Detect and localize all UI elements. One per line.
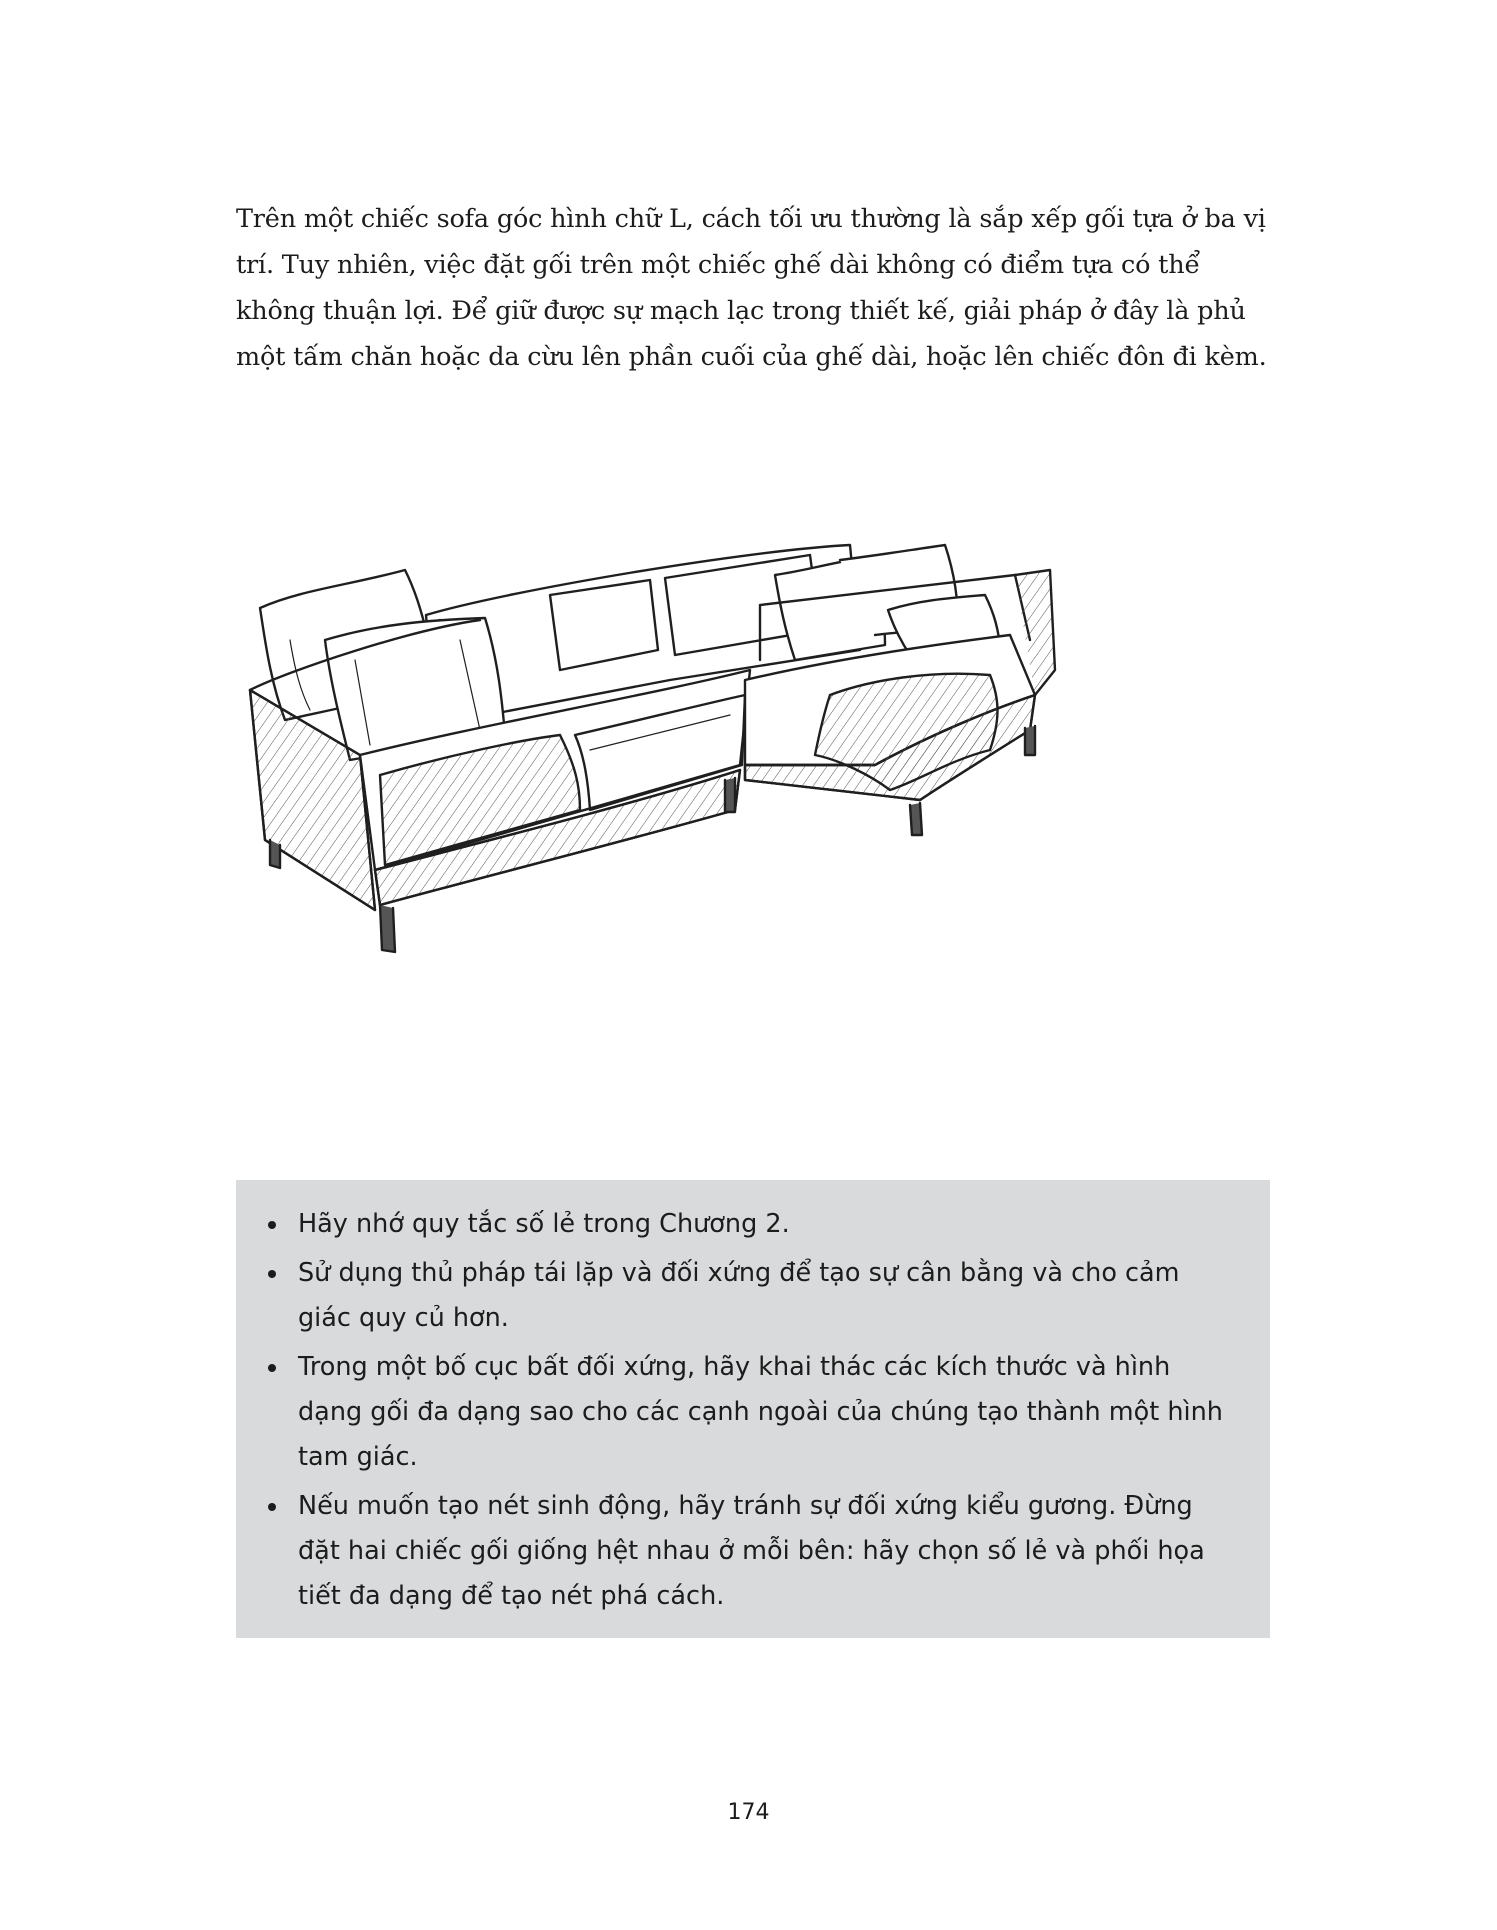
bullet-icon [268,1221,276,1229]
tip-item [266,1202,1240,1247]
page-number: 174 [727,1800,770,1825]
tips-box [236,1180,1270,1638]
tip-item [266,1251,1240,1341]
intro-paragraph: Trên một chiếc sofa góc hình chữ L, cách tối ưu thường là sắp xếp gối tựa ở ba vị trí. Tuy nhiên, việc đặt gối trên một chiếc ghế dài không có điểm tựa có thể không thuận lợi. Để giữ được sự mạch lạc trong thiết kế, giải pháp ở đây là phủ một tấm chăn hoặc da cừu lên phần cuối của ghế dài, hoặc lên chiếc đôn đi kèm. [236,204,1267,372]
tip-item [266,1345,1240,1480]
tip-text: Sử dụng thủ pháp tái lặp và đối xứng để tạo sự cân bằng và cho cảm giác quy củ hơn. [298,1258,1180,1333]
tips-list [266,1202,1240,1619]
bullet-icon [268,1503,276,1511]
tip-text: Hãy nhớ quy tắc số lẻ trong Chương 2. [298,1209,790,1239]
tip-text: Trong một bố cục bất đối xứng, hãy khai thác các kích thước và hình dạng gối đa dạng sao cho các cạnh ngoài của chúng tạo thành một hình tam giác. [298,1352,1223,1472]
bullet-icon [268,1364,276,1372]
bullet-icon [268,1270,276,1278]
tip-text: Nếu muốn tạo nét sinh động, hãy tránh sự đối xứng kiểu gương. Đừng đặt hai chiếc gối giống hệt nhau ở mỗi bên: hãy chọn số lẻ và phối họa tiết đa dạng để tạo nét phá cách. [298,1491,1205,1611]
sofa-illustration [230,520,1270,990]
tip-item [266,1484,1240,1619]
